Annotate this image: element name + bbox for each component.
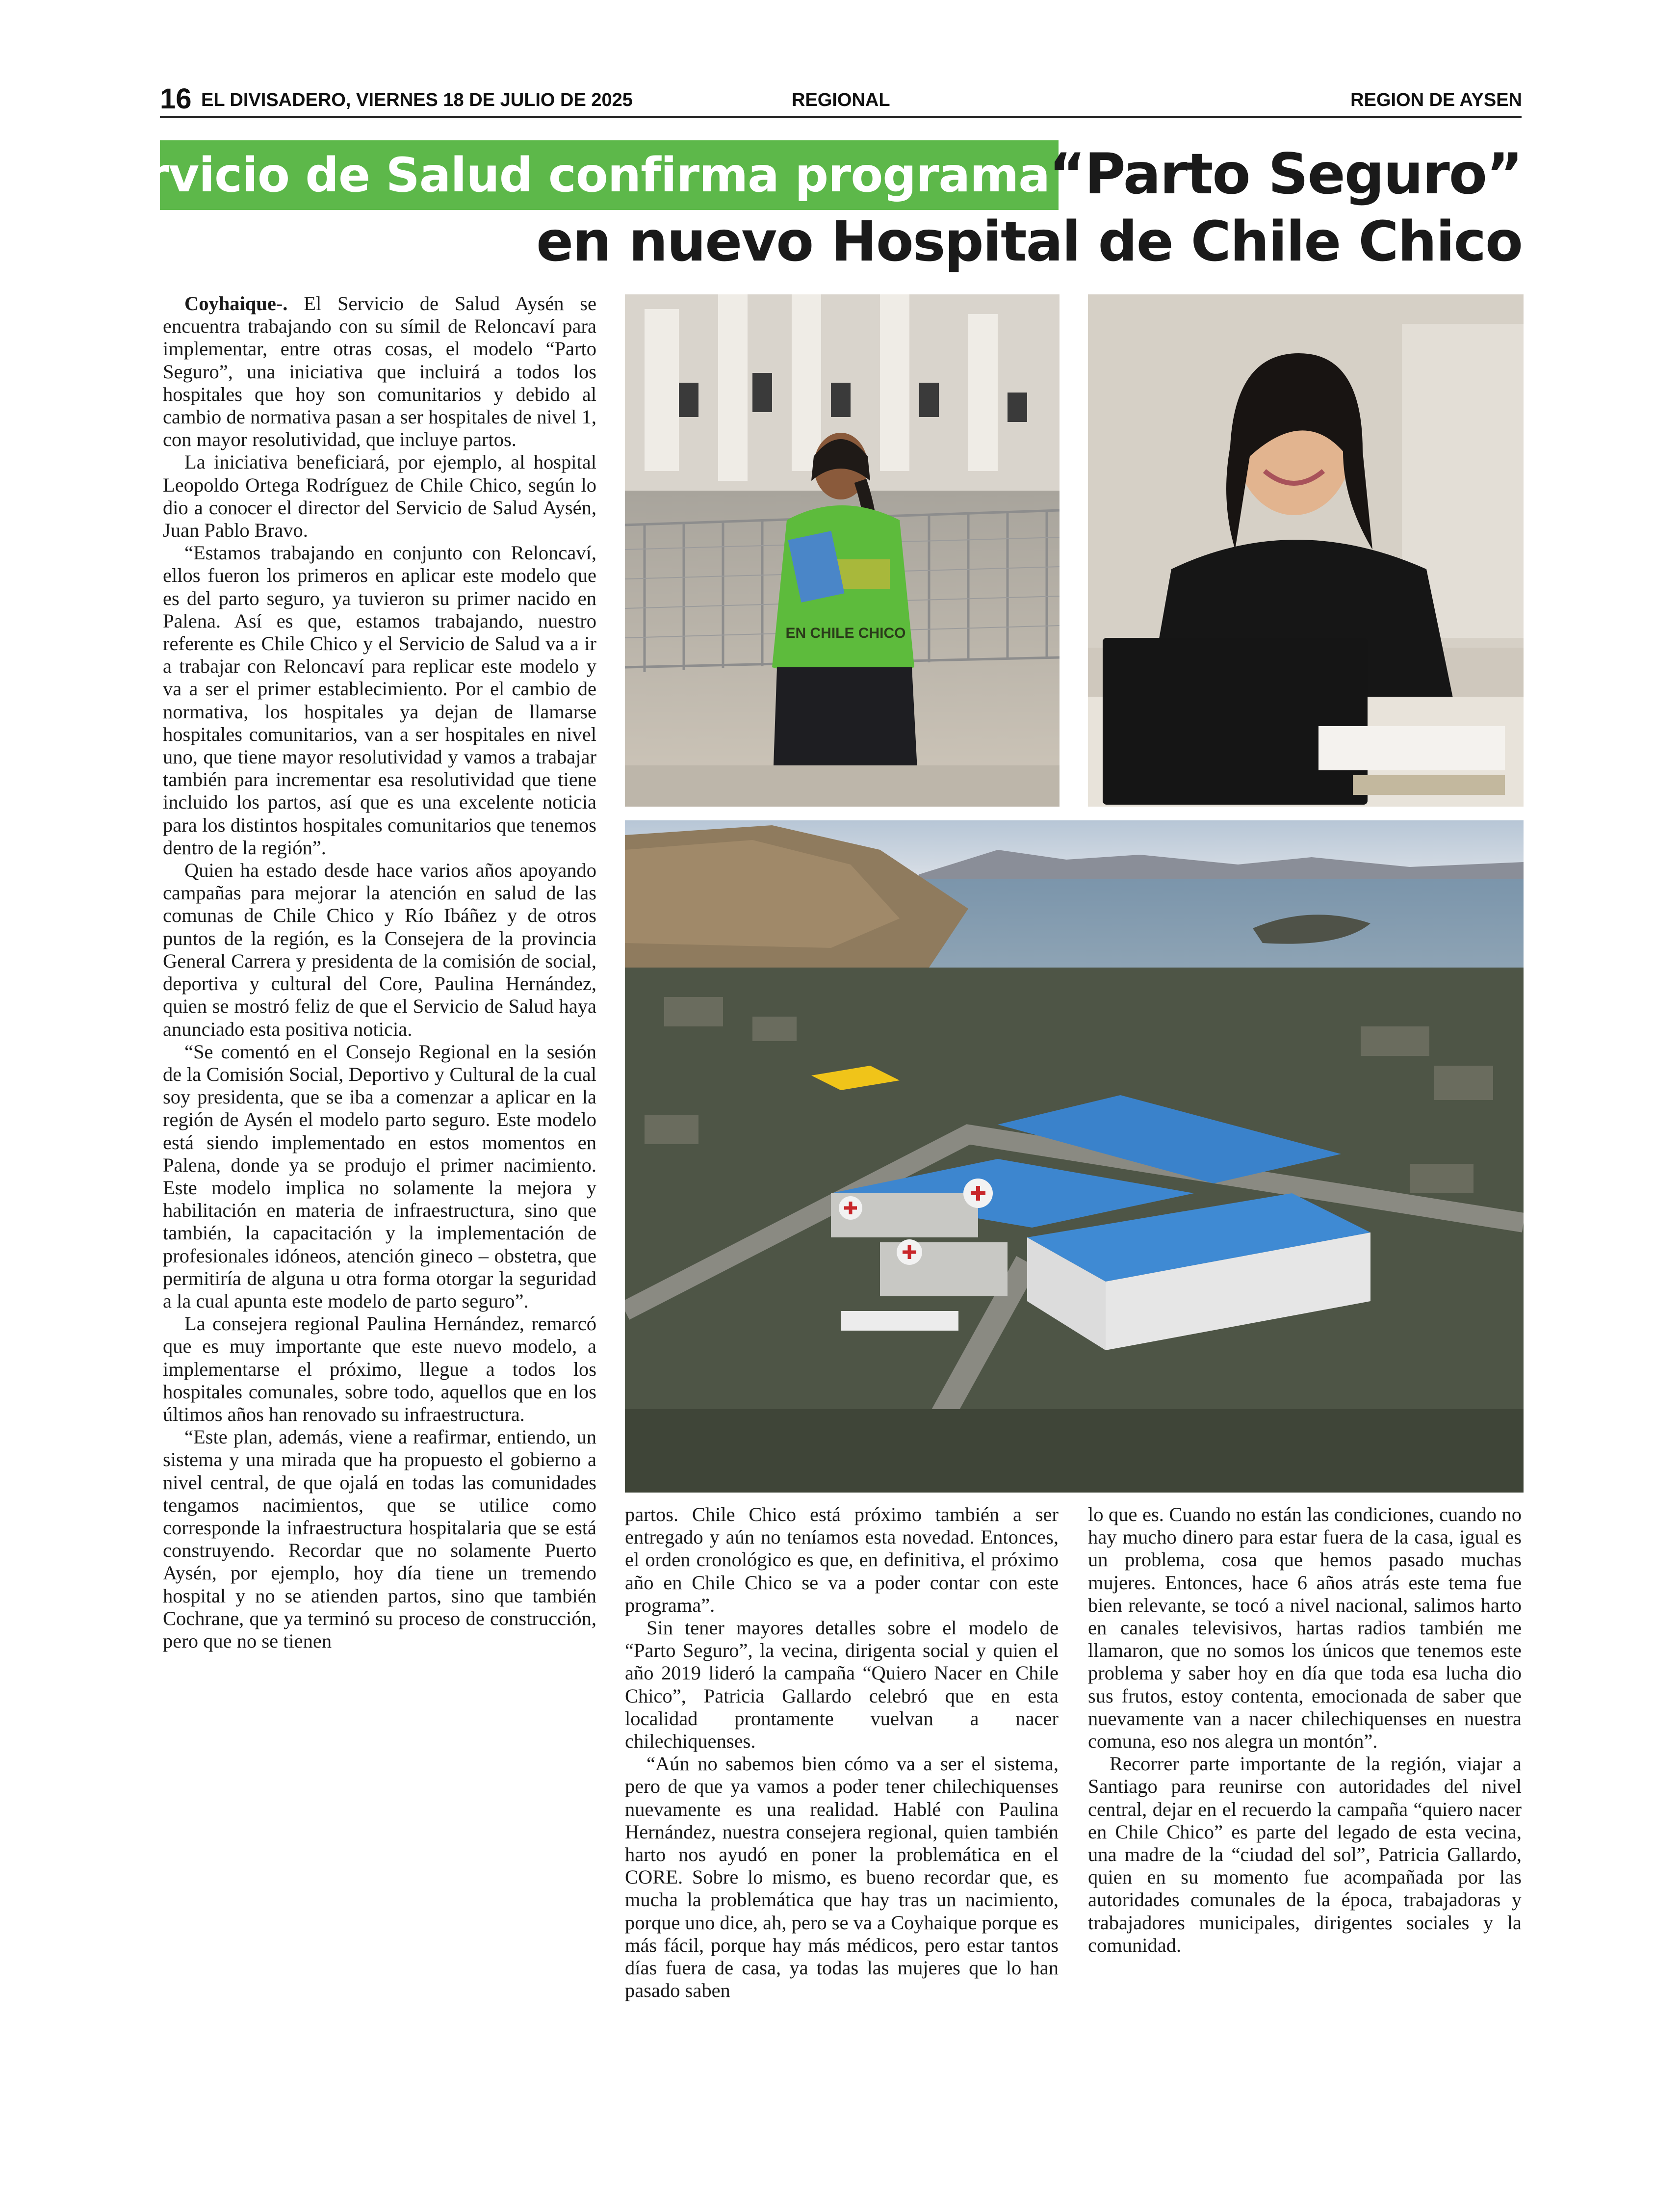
- photo-woman-desk-image: [1088, 294, 1524, 807]
- paper-date: EL DIVISADERO, VIERNES 18 DE JULIO DE 2025: [201, 90, 633, 110]
- section-label: REGIONAL: [792, 90, 890, 110]
- article-paragraph: La iniciativa beneficiará, por ejemplo, al hospital Leopoldo Ortega Rodríguez de Chile Chico, según lo dio a conocer el director del Servicio de Salud Aysén, Juan Pablo Bravo.: [163, 451, 596, 542]
- headline-band: [81, 140, 1059, 210]
- paragraph-text: El Servicio de Salud Aysén se encuentra trabajando con su símil de Reloncaví para implementar, entre otras cosas, el modelo “Parto Seguro”, una iniciativa que incluirá a todos los hospitales que hoy son comunitarios y debido al cambio de normativa pasan a ser hospitales de nivel 1, con mayor resolutividad, que incluye partos.: [163, 292, 596, 451]
- article-paragraph: Recorrer parte importante de la región, viajar a Santiago para reunirse con autoridades del nivel central, dejar en el recuerdo la campaña “quiero nacer en Chile Chico” es parte del legado de esta vecina, una madre de la “ciudad del sol”, Patricia Gallardo, quien en su momento fue acompañada por las autoridades comunales de la época, trabajadoras y trabajadores municipales, dirigentes sociales y la comunidad.: [1088, 1753, 1522, 1956]
- article-paragraph: Sin tener mayores detalles sobre el modelo de “Parto Seguro”, la vecina, dirigenta social y quien el año 2019 lideró la campaña “Quiero Nacer en Chile Chico”, Patricia Gallardo celebró que en esta localidad prontamente vuelvan a nacer chilechiquenses.: [625, 1617, 1059, 1753]
- headline-line1: “Parto Seguro”: [1049, 141, 1522, 207]
- article-paragraph: “Se comentó en el Consejo Regional en la sesión de la Comisión Social, Deportivo y Cultural de la cual soy presidenta, que se iba a comenzar a aplicar en la región de Aysén el modelo parto seguro. Este modelo está siendo implementado en estos momentos en Palena, donde ya se produjo el primer nacimiento. Este modelo implica no solamente la mejora y habilitación en materia de infraestructura, sino que también, la capacitación y la implementación de profesionales idóneos, atención gineco – obstetra, que permitiría de alguna u otra forma otorgar la seguridad a la cual apunta este modelo de parto seguro”.: [163, 1040, 596, 1312]
- woman-shirt-text: EN CHILE CHICO: [785, 625, 906, 641]
- article-paragraph: [163, 292, 596, 451]
- article-paragraph: “Estamos trabajando en conjunto con Reloncaví, ellos fueron los primeros en aplicar este modelo que es del parto seguro, ya tuvieron su primer nacido en Palena. Así es que, estamos trabajando, nuestro referente es Chile Chico y el Servicio de Salud va a ir a trabajar con Reloncaví para replicar este modelo y va a ser el primer establecimiento. Por el cambio de normativa, los hospitales ya dejan de llamarse hospitales comunitarios, van a ser hospitales en nivel uno, que tiene mayor resolutividad y vamos a trabajar también para incrementar esa resolutividad que tiene incluido los partos, así que es una excelente noticia para los distintos hospitales comunitarios que tenemos dentro de la región”.: [163, 542, 596, 859]
- region-label: REGION DE AYSEN: [1350, 90, 1522, 110]
- article-column-1: [163, 292, 596, 1652]
- header-rule: [160, 116, 1522, 118]
- photo-hospital-aerial: [625, 820, 1524, 1493]
- article-paragraph: “Este plan, además, viene a reafirmar, entiendo, un sistema y una mirada que ha propuesto el gobierno a nivel central, de que ojalá en todas las comunidades tengamos nacimientos, que se utilice como corresponde la infraestructura hospitalaria que se está construyendo. Recordar que no solamente Puerto Aysén, por ejemplo, hoy día tiene un tremendo hospital y no se atienden partos, sino que también Cochrane, que ya terminó su proceso de construcción, pero que no se tienen: [163, 1426, 596, 1652]
- article-paragraph: “Aún no sabemos bien cómo va a ser el sistema, pero de que ya vamos a poder tener chilechiquenses nuevamente es una realidad. Hablé con Paulina Hernández, nuestra consejera regional, quien también harto nos ayudó en poner la problemática en el CORE. Sobre lo mismo, es bueno recordar que, es mucha la problemática que hay tras un nacimiento, porque uno dice, ah, pero se va a Coyhaique porque es más fácil, porque hay más médicos, pero estar tantos días fuera de casa, ya todas las mujeres que lo han pasado saben: [625, 1753, 1059, 2002]
- headline-band-text: Servicio de Salud confirma programa: [81, 148, 1050, 203]
- headline-line2: en nuevo Hospital de Chile Chico: [536, 210, 1522, 274]
- article-paragraph: partos. Chile Chico está próximo también a ser entregado y aún no teníamos esta novedad. Entonces, el orden cronológico es que, en definitiva, el próximo año en Chile Chico se va a poder contar con este programa”.: [625, 1503, 1059, 1616]
- article-paragraph: La consejera regional Paulina Hernández, remarcó que es muy importante que este nuevo modelo, a implementarse el próximo, llegue a todos los hospitales comunales, sobre todo, aquellos que en los últimos años han renovado su infraestructura.: [163, 1312, 596, 1425]
- page-number: 16: [160, 83, 192, 115]
- article-column-3: [1088, 1503, 1522, 1957]
- dateline: Coyhaique-.: [184, 292, 288, 315]
- photo-woman-palace: [625, 294, 1060, 807]
- photo-hospital-aerial-image: [625, 820, 1524, 1493]
- photo-woman-palace-image: [625, 294, 1060, 807]
- article-paragraph: Quien ha estado desde hace varios años apoyando campañas para mejorar la atención en salud de las comunas de Chile Chico y Río Ibáñez y de otros puntos de la región, es la Consejera de la provincia General Carrera y presidenta de la comisión de social, deportiva y cultural del Core, Paulina Hernández, quien se mostró feliz de que el Servicio de Salud haya anunciado esta positiva noticia.: [163, 859, 596, 1040]
- article-paragraph: lo que es. Cuando no están las condiciones, cuando no hay mucho dinero para estar fuera de la casa, igual es un problema, cosa que hemos pasado muchas mujeres. Entonces, hace 6 años atrás este tema fue bien relevante, se tocó a nivel nacional, salimos harto en canales televisivos, hartas radios también me llamaron, que no somos los únicos que tenemos este problema y saber hoy en día que toda esa lucha dio sus frutos, estoy contenta, emocionada de saber que nuevamente van a nacer chilechiquenses en nuestra comuna, eso nos alegra un montón”.: [1088, 1503, 1522, 1753]
- article-column-2: [625, 1503, 1059, 2002]
- photo-woman-desk: [1088, 294, 1524, 807]
